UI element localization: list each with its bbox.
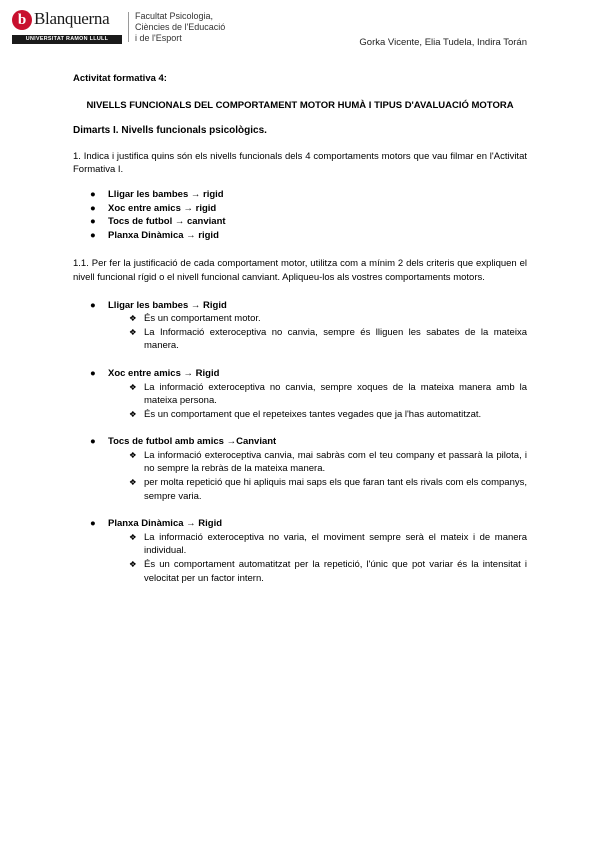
diamond-bullet-icon: ❖ xyxy=(129,449,137,460)
group-heading xyxy=(73,367,527,381)
document-body xyxy=(73,72,527,585)
criteria-item xyxy=(73,476,527,503)
justification-group xyxy=(73,299,527,313)
section-heading: Dimarts I. Nivells funcionals psicològics. xyxy=(73,125,267,137)
criteria-item xyxy=(73,449,527,476)
criteria-text: La informació exteroceptiva no varia, el moviment sempre serà el mateix i de manera individual. xyxy=(144,531,527,557)
list-item xyxy=(73,188,527,202)
diamond-bullet-icon: ❖ xyxy=(129,408,137,419)
criteria-item xyxy=(73,312,527,326)
criteria-text: És un comportament automatitzat per la repetició, l'únic que pot variar és la intensitat i velocitat per un factor intern. xyxy=(144,559,527,584)
criteria-list xyxy=(73,449,527,503)
criteria-text: La informació exteroceptiva no canvia, sempre xoques de la mateixa manera amb la mateixa persona. xyxy=(144,381,527,407)
bullet-icon: ● xyxy=(90,436,96,448)
bullet-icon: ● xyxy=(90,367,96,379)
justification-group xyxy=(73,517,527,531)
behaviour-list xyxy=(73,188,527,242)
justification-group xyxy=(73,435,527,449)
group-heading xyxy=(73,299,527,313)
list-item xyxy=(73,215,527,229)
justification-group xyxy=(73,367,527,381)
diamond-bullet-icon: ❖ xyxy=(129,326,137,337)
diamond-bullet-icon: ❖ xyxy=(129,313,137,324)
bullet-icon: ● xyxy=(90,202,96,214)
group-heading-label: Tocs de futbol amb amics →Canviant xyxy=(108,436,277,448)
group-heading-label: Lligar les bambes → Rigid xyxy=(108,299,227,311)
page-header xyxy=(0,0,600,60)
list-item xyxy=(73,202,527,216)
list-item xyxy=(73,229,527,243)
criteria-list xyxy=(73,531,527,585)
bullet-icon: ● xyxy=(90,188,96,200)
authors: Gorka Vicente, Elia Tudela, Indira Torán xyxy=(359,37,527,48)
criteria-text: La informació exteroceptiva canvia, mai sabràs com el teu company et passarà la pilota, i no sempre la rebràs de la mateixa manera. xyxy=(144,449,527,475)
faculty-line: i de l'Esport xyxy=(135,33,182,43)
activity-label: Activitat formativa 4: xyxy=(73,73,167,84)
group-heading xyxy=(73,435,527,449)
logo-subtitle: UNIVERSITAT RAMON LLULL xyxy=(12,35,122,44)
criteria-item xyxy=(73,408,527,422)
logo-divider xyxy=(128,12,129,42)
logo-mark-icon: b xyxy=(12,10,32,30)
bullet-icon: ● xyxy=(90,229,96,241)
logo-name: Blanquerna xyxy=(34,9,110,28)
faculty-line: Ciències de l'Educació xyxy=(135,22,226,32)
criteria-text: És un comportament motor. xyxy=(144,313,261,325)
diamond-bullet-icon: ❖ xyxy=(129,477,137,488)
criteria-item xyxy=(73,531,527,558)
group-heading-label: Xoc entre amics → Rigid xyxy=(108,367,220,379)
bullet-icon: ● xyxy=(90,299,96,311)
question-1: 1. Indica i justifica quins són els nivells funcionals dels 4 comportaments motors que vau filmar en l'Activitat Formativa I. xyxy=(73,150,527,176)
question-1-1: 1.1. Per fer la justificació de cada comportament motor, utilitza com a mínim 2 dels criteris que expliquen el nivell funcional rígid o el nivell funcional canviant. Apliqueu-los als vostres comportaments motors. xyxy=(73,258,527,283)
criteria-list xyxy=(73,381,527,422)
bullet-icon: ● xyxy=(90,216,96,228)
faculty-line: Facultat Psicologia, xyxy=(135,11,214,21)
diamond-bullet-icon: ❖ xyxy=(129,531,137,542)
list-item-label: Tocs de futbol → canviant xyxy=(108,216,226,228)
group-heading-label: Planxa Dinàmica → Rigid xyxy=(108,518,223,530)
criteria-item xyxy=(73,558,527,585)
document-title: NIVELLS FUNCIONALS DEL COMPORTAMENT MOTOR HUMÀ I TIPUS D'AVALUACIÓ MOTORA xyxy=(86,99,514,111)
criteria-list xyxy=(73,312,527,353)
diamond-bullet-icon: ❖ xyxy=(129,381,137,392)
criteria-text: La Informació exteroceptiva no canvia, sempre és lliguen les sabates de la mateixa manera. xyxy=(144,326,527,352)
bullet-icon: ● xyxy=(90,518,96,530)
list-item-label: Planxa Dinàmica → rigid xyxy=(108,229,219,241)
list-item-label: Xoc entre amics → rigid xyxy=(108,202,217,214)
criteria-item xyxy=(73,326,527,353)
list-item-label: Lligar les bambes → rigid xyxy=(108,188,224,200)
criteria-text: És un comportament que el repeteixes tantes vegades que ja l'has automatitzat. xyxy=(144,408,482,420)
criteria-text: per molta repetició que hi apliquis mai saps els que faran tant els rivals com els companys, sempre varia. xyxy=(144,477,527,502)
faculty-name xyxy=(135,11,225,44)
diamond-bullet-icon: ❖ xyxy=(129,559,137,570)
criteria-item xyxy=(73,381,527,408)
group-heading xyxy=(73,517,527,531)
